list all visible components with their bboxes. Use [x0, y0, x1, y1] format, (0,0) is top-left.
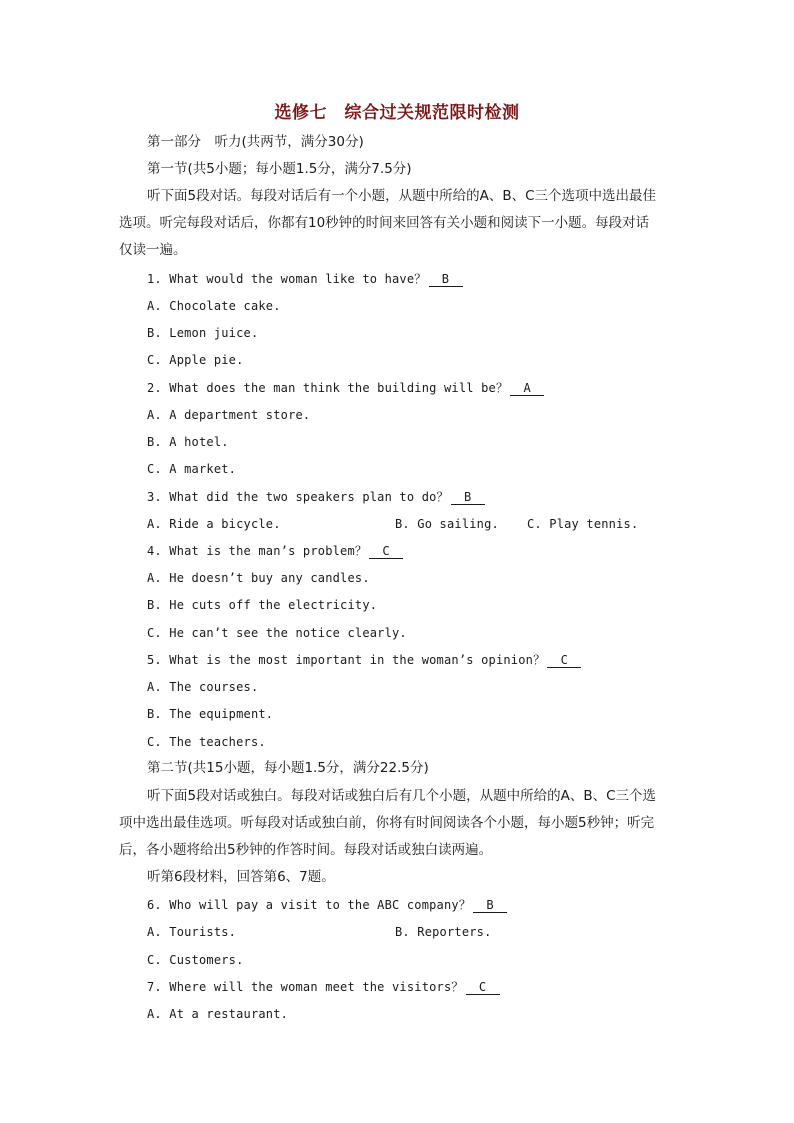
section2-heading: 第二节(共15小题，每小题1.5分，满分22.5分): [147, 760, 429, 776]
q2-option-a: A. A department store.: [147, 408, 311, 422]
q3-option-a: A. Ride a bicycle.: [147, 517, 281, 531]
q3-option-b: B. Go sailing.: [395, 517, 499, 531]
question-2-answer: A: [510, 382, 544, 396]
question-7-text: 7. Where will the woman meet the visitors？: [147, 980, 464, 994]
q6-option-c: C. Customers.: [147, 953, 244, 967]
section1-instructions-line2: 选项。听完每段对话后，你都有10秒钟的时间来回答有关小题和阅读下一小题。每段对话: [119, 215, 650, 231]
section1-heading: 第一节(共5小题；每小题1.5分，满分7.5分): [147, 161, 412, 177]
q1-option-c: C. Apple pie.: [147, 353, 244, 367]
section2-instructions-line3: 后，各小题将给出5秒钟的作答时间。每段对话或独白读两遍。: [119, 842, 493, 858]
question-2-text: 2. What does the man think the building will be？: [147, 381, 509, 395]
question-6: [147, 897, 507, 913]
question-4-answer: C: [369, 545, 403, 559]
question-5-text: 5. What is the most important in the woman’s opinion？: [147, 653, 546, 667]
q4-option-c: C. He can’t see the notice clearly.: [147, 626, 407, 640]
q1-option-a: A. Chocolate cake.: [147, 299, 281, 313]
question-5: [147, 652, 581, 668]
q2-option-b: B. A hotel.: [147, 435, 229, 449]
q5-option-b: B. The equipment.: [147, 707, 274, 721]
question-7-answer: C: [466, 981, 500, 995]
q2-option-c: C. A market.: [147, 462, 237, 476]
section1-instructions-line1: 听下面5段对话。每段对话后有一个小题，从题中所给的A、B、C三个选项中选出最佳: [147, 188, 657, 204]
question-3: [147, 489, 485, 505]
question-6-answer: B: [473, 899, 507, 913]
q3-option-c: C. Play tennis.: [527, 517, 639, 531]
part-heading: 第一部分 听力(共两节，满分30分): [147, 134, 364, 150]
section2-instructions-line2: 项中选出最佳选项。听每段对话或独白前，你将有时间阅读各个小题，每小题5秒钟；听完: [119, 815, 655, 831]
q4-option-a: A. He doesn’t buy any candles.: [147, 571, 370, 585]
section2-instructions-line1: 听下面5段对话或独白。每段对话或独白后有几个小题，从题中所给的A、B、C三个选: [147, 788, 657, 804]
q4-option-b: B. He cuts off the electricity.: [147, 598, 378, 612]
q1-option-b: B. Lemon juice.: [147, 326, 259, 340]
question-2: [147, 380, 544, 396]
question-3-text: 3. What did the two speakers plan to do？: [147, 490, 449, 504]
q5-option-c: C. The teachers.: [147, 735, 266, 749]
material-6-heading: 听第6段材料，回答第6、7题。: [147, 869, 335, 885]
question-1-text: 1. What would the woman like to have？: [147, 272, 427, 286]
q6-option-b: B. Reporters.: [395, 925, 492, 939]
question-4: [147, 543, 403, 559]
section1-instructions-line3: 仅读一遍。: [119, 242, 187, 258]
question-1-answer: B: [429, 273, 463, 287]
q6-option-a: A. Tourists.: [147, 925, 237, 939]
q7-option-a: A. At a restaurant.: [147, 1007, 289, 1021]
page-title: 选修七 综合过关规范限时检测: [274, 103, 520, 123]
q5-option-a: A. The courses.: [147, 680, 259, 694]
question-3-answer: B: [451, 491, 485, 505]
question-6-text: 6. Who will pay a visit to the ABC company？: [147, 898, 472, 912]
question-5-answer: C: [547, 654, 581, 668]
question-4-text: 4. What is the man’s problem？: [147, 544, 368, 558]
question-7: [147, 979, 500, 995]
question-1: [147, 271, 463, 287]
